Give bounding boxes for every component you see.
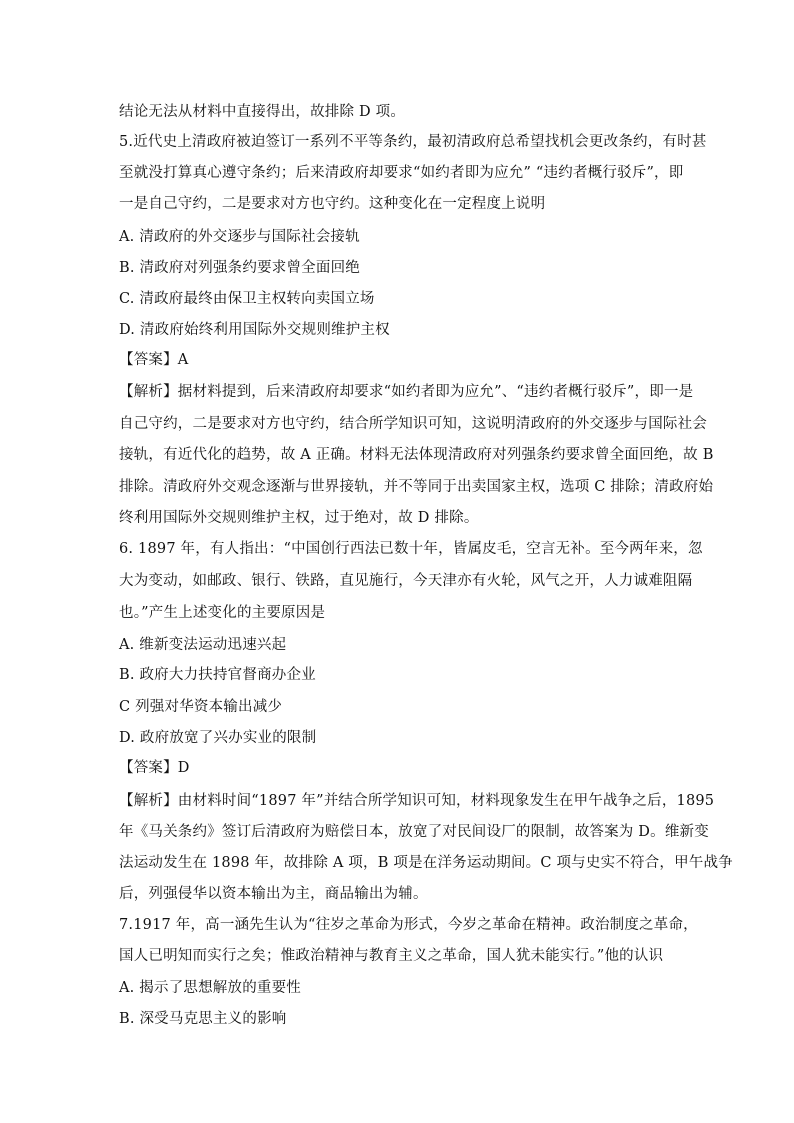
question-6-stem: 也。”产生上述变化的主要原因是: [119, 605, 326, 621]
question-5-option-b: B. 清政府对列强条约要求曾全面回绝: [119, 260, 360, 276]
question-7-stem: 国人已明知而实行之矣；惟政治精神与教育主义之革命，国人犹未能实行。”他的认识: [119, 948, 664, 964]
question-5-stem: 5.近代史上清政府被迫签订一系列不平等条约，最初清政府总希望找机会更改条约，有时甚: [119, 134, 707, 150]
question-5-option-d: D. 清政府始终利用国际外交规则维护主权: [119, 322, 390, 338]
question-5-analysis: 终利用国际外交规则维护主权，过于绝对，故 D 排除。: [119, 510, 479, 526]
question-5-stem: 一是自己守约，二是要求对方也守约。这种变化在一定程度上说明: [119, 196, 546, 212]
question-5-analysis: 自己守约，二是要求对方也守约，结合所学知识可知，这说明清政府的外交逐步与国际社会: [119, 416, 707, 432]
text-line: 结论无法从材料中直接得出，故排除 D 项。: [119, 104, 406, 120]
question-6-analysis: 【解析】由材料时间“1897 年”并结合所学知识可知，材料现象发生在甲午战争之后，1895: [119, 793, 715, 809]
question-6-answer: 【答案】D: [119, 760, 190, 776]
question-6-option-b: B. 政府大力扶持官督商办企业: [119, 667, 316, 683]
question-5-option-c: C. 清政府最终由保卫主权转向卖国立场: [119, 291, 375, 307]
question-5-analysis: 排除。清政府外交观念逐渐与世界接轨，并不等同于出卖国家主权，选项 C 排除；清政府始: [119, 479, 714, 495]
question-6-analysis: 年《马关条约》签订后清政府为赔偿日本，放宽了对民间设厂的限制，故答案为 D。维新变: [119, 824, 709, 840]
question-7-option-a: A. 揭示了思想解放的重要性: [119, 980, 301, 996]
question-7-option-b: B. 深受马克思主义的影响: [119, 1011, 287, 1027]
question-6-option-d: D. 政府放宽了兴办实业的限制: [119, 730, 317, 746]
question-6-stem: 6. 1897 年，有人指出：“中国创行西法已数十年，皆属皮毛，空言无补。至今两年来，忽: [119, 541, 703, 557]
question-6-analysis: 法运动发生在 1898 年，故排除 A 项，B 项是在洋务运动期间。C 项与史实不符合，甲午战争: [119, 855, 733, 871]
question-6-analysis: 后，列强侵华以资本输出为主，商品输出为辅。: [119, 886, 428, 902]
question-7-stem: 7.1917 年，高一涵先生认为“往岁之革命为形式，今岁之革命在精神。政治制度之革命，: [119, 917, 698, 933]
question-5-option-a: A. 清政府的外交逐步与国际社会接轨: [119, 229, 360, 245]
question-6-option-a: A. 维新变法运动迅速兴起: [119, 637, 287, 653]
question-6-stem: 大为变动，如邮政、银行、铁路，直见施行，今天津亦有火轮，风气之开，人力诚难阻隔: [119, 573, 693, 589]
question-6-option-c: C 列强对华资本输出减少: [119, 699, 283, 715]
question-5-analysis: 接轨，有近代化的趋势，故 A 正确。材料无法体现清政府对列强条约要求曾全面回绝，故 B: [119, 447, 714, 463]
question-5-analysis: 【解析】据材料提到，后来清政府却要求“如约者即为应允”、“违约者概行驳斥”，即一是: [119, 384, 694, 400]
question-5-stem: 至就没打算真心遵守条约；后来清政府却要求“如约者即为应允” “违约者概行驳斥”，即: [119, 165, 684, 181]
question-5-answer: 【答案】A: [119, 352, 189, 368]
